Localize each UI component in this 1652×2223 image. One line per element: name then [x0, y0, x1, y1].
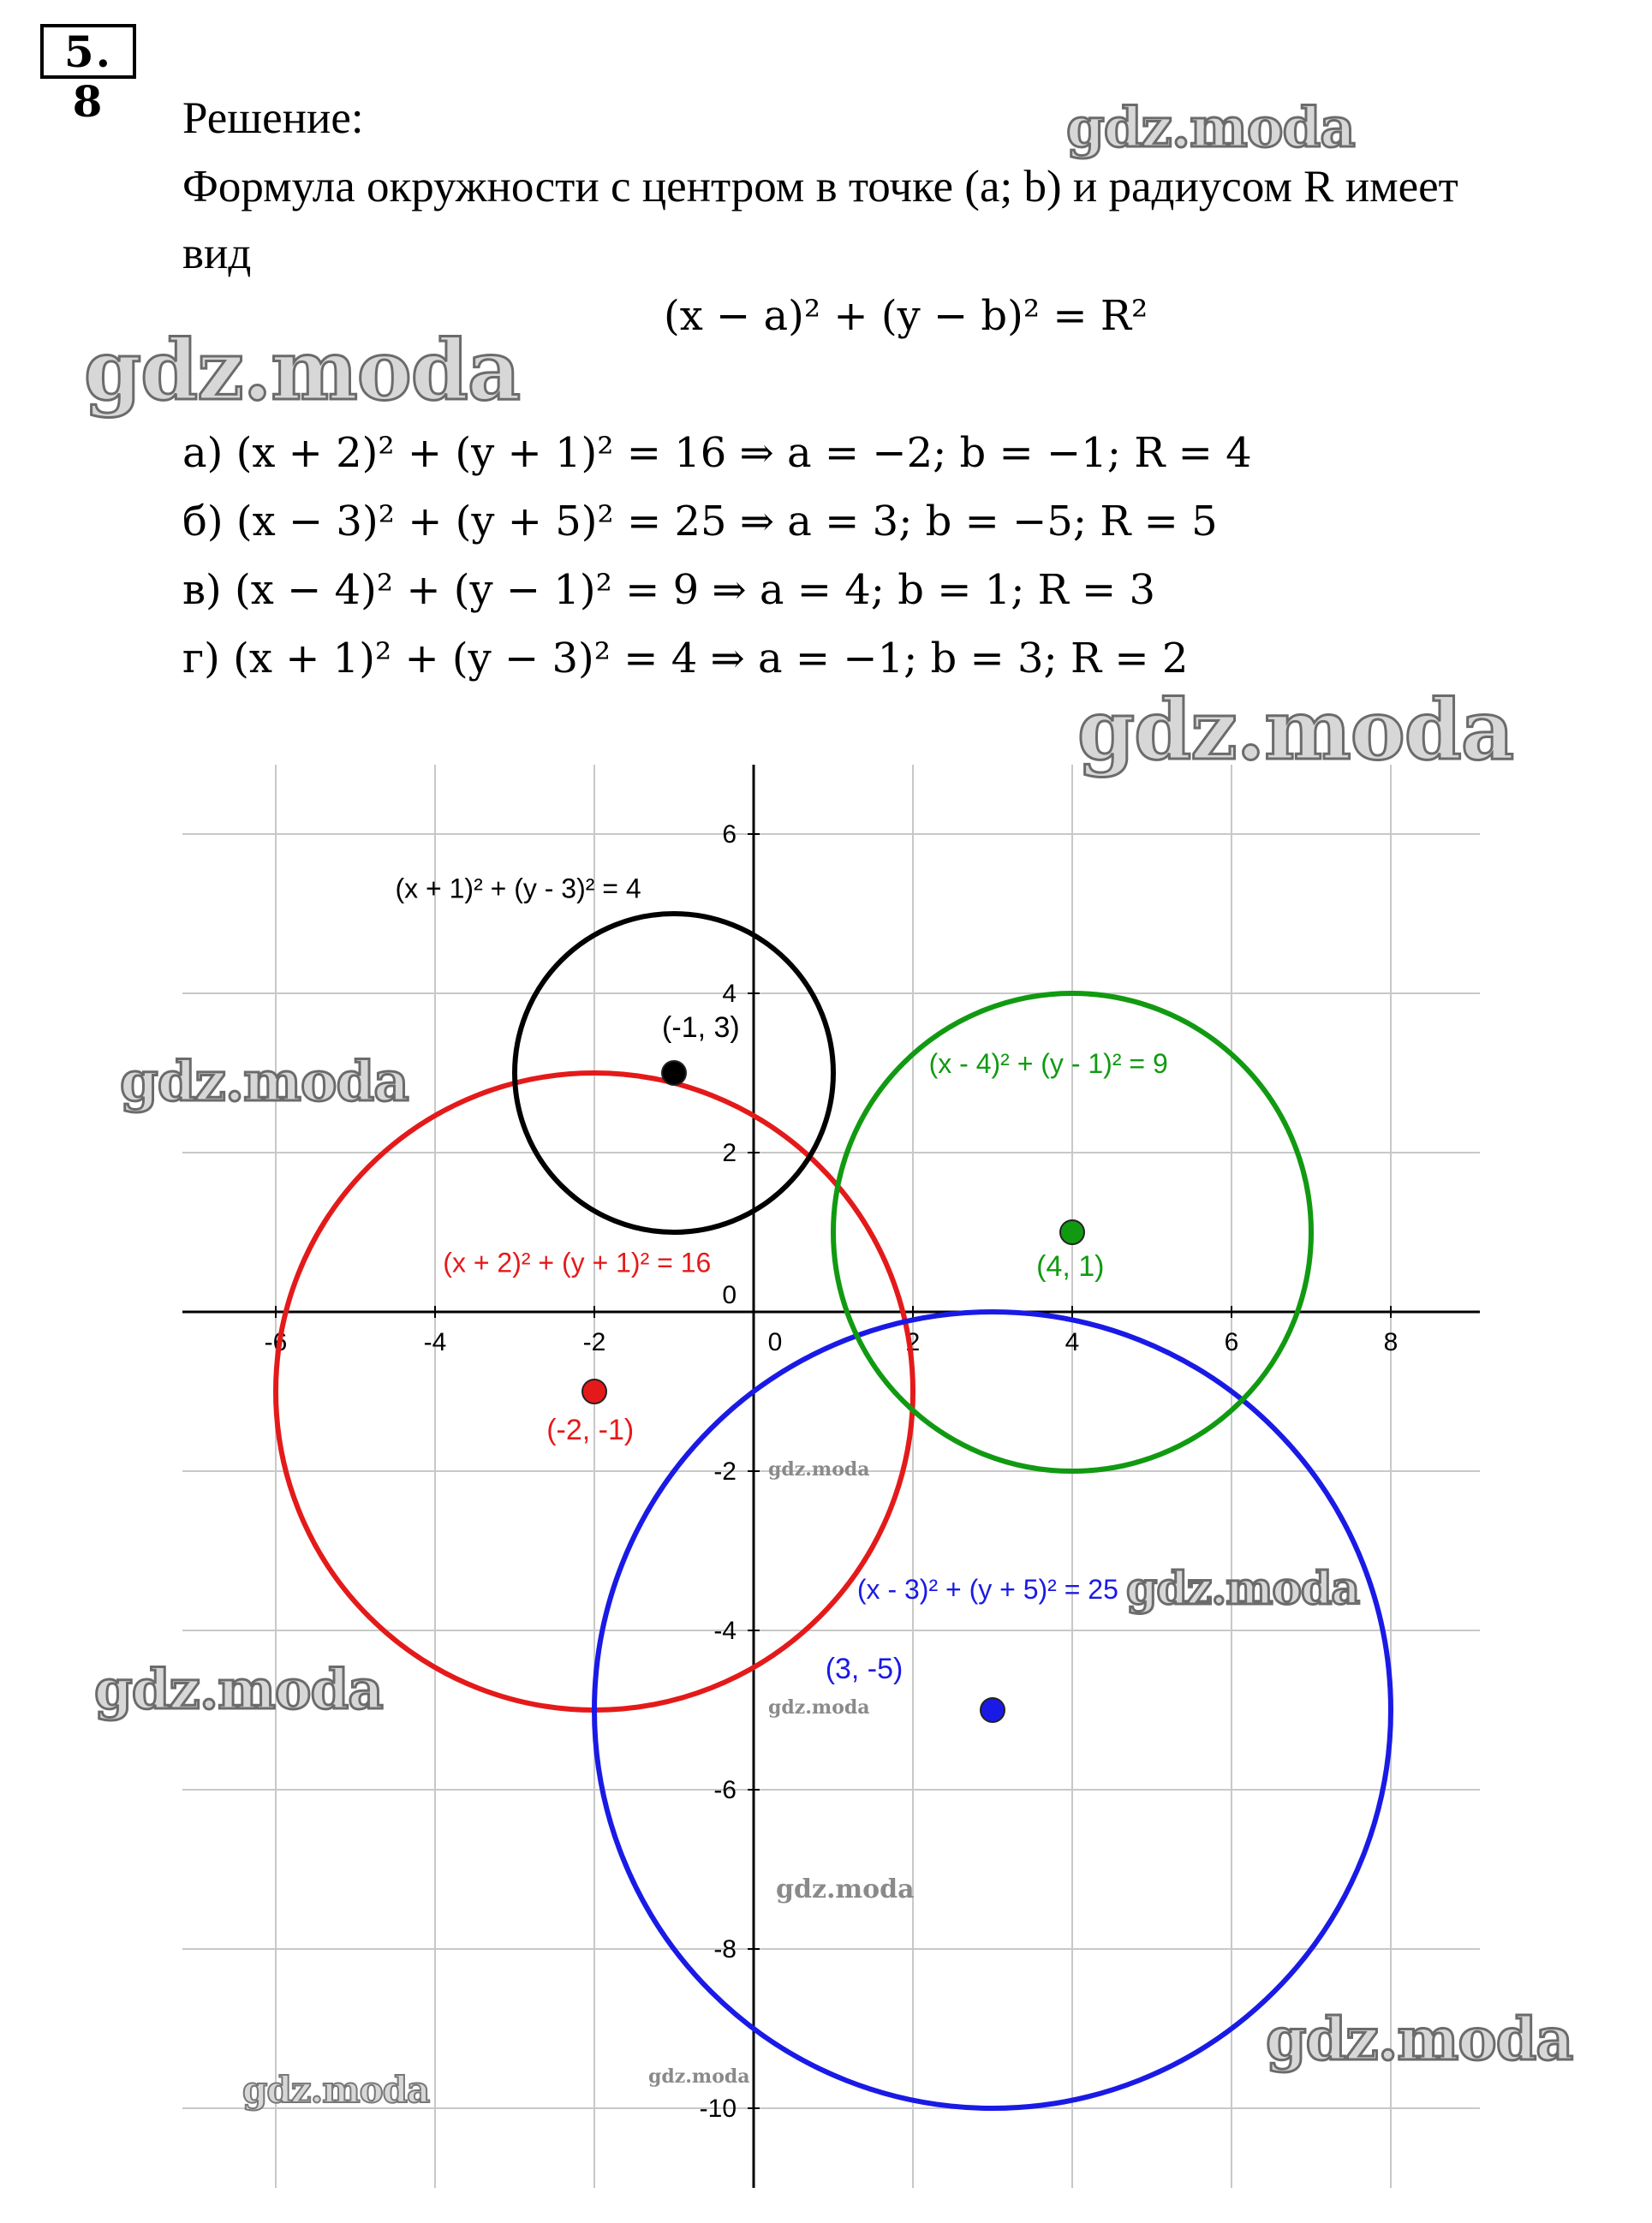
- watermark-logo: gdz.moda: [1266, 2005, 1573, 2074]
- x-tick-label: -2: [582, 1328, 606, 1356]
- item-letter: а): [182, 429, 224, 477]
- y-tick-label: -6: [713, 1776, 737, 1804]
- intro-line-2: вид: [182, 229, 252, 278]
- circle-v-center-point: [1060, 1220, 1084, 1244]
- x-tick-label: 6: [1224, 1328, 1239, 1356]
- y-tick-label: -8: [713, 1935, 737, 1964]
- circle-a-center-label: (-2, -1): [546, 1413, 635, 1446]
- circle-g-center-label: (-1, 3): [662, 1011, 740, 1045]
- intro-line-1: Формула окружности с центром в точке (a; b) и радиусом R имеет: [182, 162, 1458, 212]
- watermark-logo: gdz.moda: [768, 1696, 870, 1719]
- circle-g-center-point: [662, 1061, 686, 1085]
- watermark-logo: gdz.moda: [768, 1458, 870, 1481]
- y-tick-label: 4: [722, 980, 737, 1008]
- item-letter: г): [182, 635, 220, 682]
- circle-a-center-point: [582, 1380, 606, 1404]
- y-tick-label: -2: [713, 1457, 737, 1486]
- watermark-logo: gdz.moda: [94, 1658, 383, 1722]
- watermark-logo: gdz.moda: [1077, 682, 1514, 778]
- solution-heading: Решение:: [182, 93, 364, 143]
- x-tick-label: -6: [264, 1328, 288, 1356]
- item-equation: (x + 1)² + (y − 3)² = 4 ⇒ a = −1; b = 3; R = 2: [233, 635, 1189, 682]
- item-letter: в): [182, 566, 222, 614]
- item-letter: б): [182, 498, 224, 545]
- circle-b-equation-label: (x - 3)² + (y + 5)² = 25: [856, 1573, 1118, 1605]
- x-tick-label: -4: [423, 1328, 447, 1356]
- y-tick-label: -4: [713, 1617, 737, 1645]
- y-tick-label: -10: [699, 2095, 737, 2123]
- watermark-logo: gdz.moda: [648, 2065, 750, 2088]
- problem-number: 5. 8: [40, 24, 136, 79]
- circle-v-equation-label: (x - 4)² + (y - 1)² = 9: [928, 1048, 1168, 1079]
- circle-v-center-label: (4, 1): [1036, 1250, 1105, 1284]
- x-tick-label: 0: [767, 1328, 783, 1356]
- item-equation: (x + 2)² + (y + 1)² = 16 ⇒ a = −2; b = −1; R = 4: [236, 429, 1252, 477]
- watermark-logo: gdz.moda: [1066, 96, 1355, 160]
- y-tick-label: 0: [722, 1281, 737, 1309]
- x-tick-label: 2: [905, 1328, 921, 1356]
- circle-a-equation-label: (x + 2)² + (y + 1)² = 16: [443, 1247, 712, 1278]
- watermark-logo: gdz.moda: [242, 2069, 430, 2111]
- circle-g-equation-label: (x + 1)² + (y - 3)² = 4: [395, 873, 641, 904]
- item-equation: (x − 3)² + (y + 5)² = 25 ⇒ a = 3; b = −5; R = 5: [236, 498, 1218, 545]
- circle-b-center-point: [981, 1698, 1005, 1722]
- x-tick-label: 4: [1065, 1328, 1080, 1356]
- watermark-logo: gdz.moda: [120, 1050, 409, 1114]
- item-equation: (x − 4)² + (y − 1)² = 9 ⇒ a = 4; b = 1; R = 3: [235, 566, 1156, 614]
- y-tick-label: 2: [722, 1139, 737, 1167]
- watermark-logo: gdz.moda: [776, 1874, 915, 1904]
- circle-b-center-label: (3, -5): [825, 1652, 904, 1685]
- x-tick-label: 8: [1383, 1328, 1399, 1356]
- circles: [276, 914, 1391, 2108]
- watermark-logo: gdz.moda: [1126, 1563, 1360, 1615]
- watermark-logo: gdz.moda: [84, 322, 521, 419]
- general-formula: (x − a)² + (y − b)² = R²: [664, 292, 1148, 340]
- y-tick-label: 6: [722, 820, 737, 849]
